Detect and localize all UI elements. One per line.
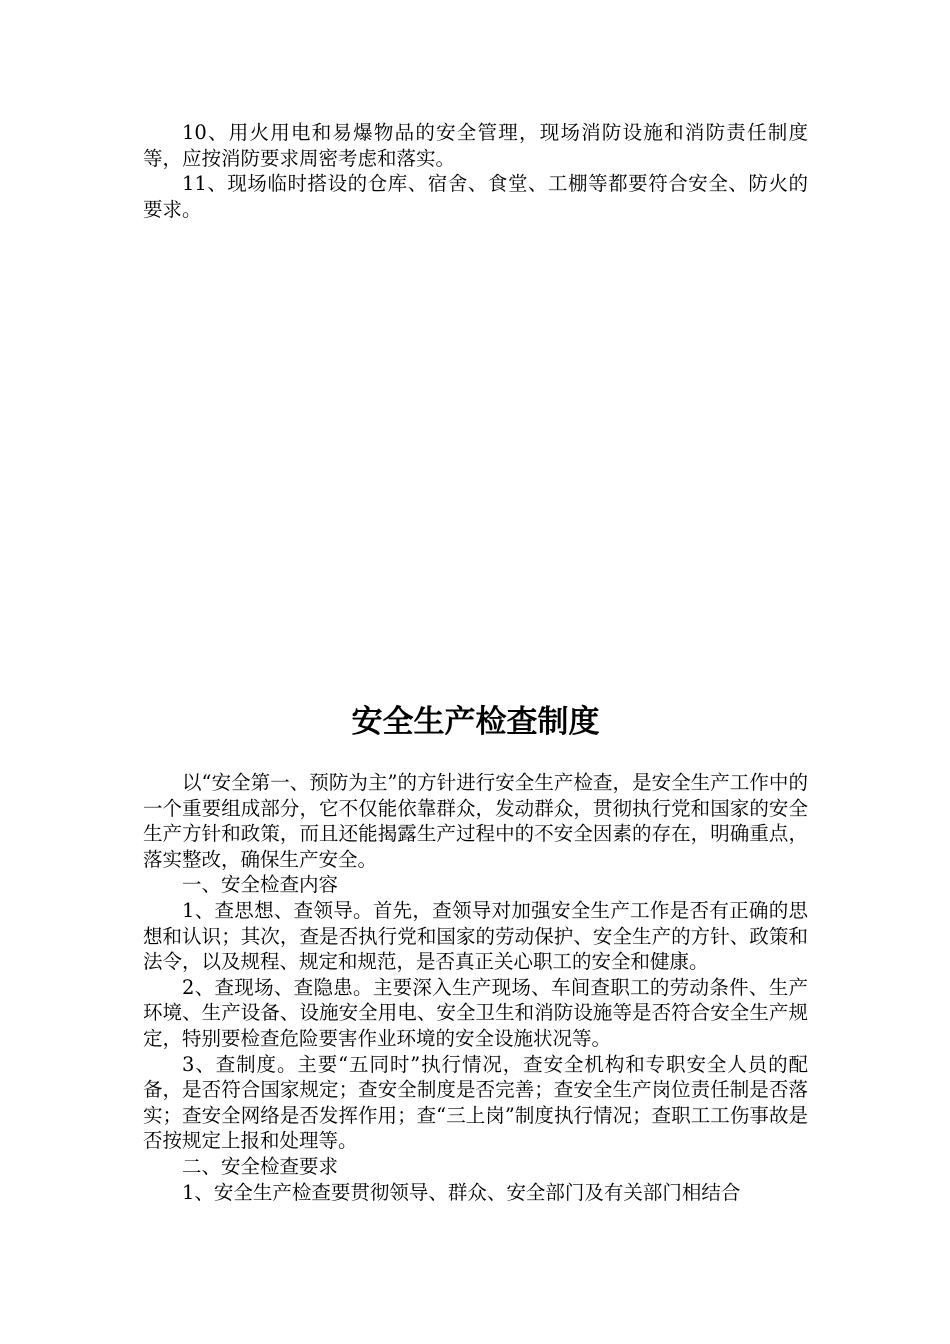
section-heading-inspection-content: 一、安全检查内容 <box>182 873 339 897</box>
paragraph-requirement-1: 1、安全生产检查要贯彻领导、群众、安全部门及有关部门相结合 <box>182 1180 741 1204</box>
inspection-policy-body <box>143 770 808 1205</box>
paragraph-check-site-hazards: 2、查现场、查隐患。主要深入生产现场、车间查职工的劳动条件、生产环境、生产设备、设施安全用电、安全卫生和消防设施等是否符合安全生产规定，特别要检查危险要害作业环境的安全设施状况等。 <box>143 975 808 1050</box>
intro-paragraph: 以“安全第一、预防为主”的方针进行安全生产检查，是安全生产工作中的一个重要组成部分，它不仅能依靠群众，发动群众，贯彻执行党和国家的安全生产方针和政策，而且还能揭露生产过程中的不安全因素的存在，明确重点，落实整改，确保生产安全。 <box>143 771 808 871</box>
section-heading-inspection-requirements: 二、安全检查要求 <box>182 1154 339 1178</box>
fire-safety-continuation <box>143 120 808 222</box>
paragraph-item-11: 11、现场临时搭设的仓库、宿舍、食堂、工棚等都要符合安全、防火的要求。 <box>143 172 808 221</box>
paragraph-check-systems: 3、查制度。主要“五同时”执行情况，查安全机构和专职安全人员的配备，是否符合国家规定；查安全制度是否完善；查安全生产岗位责任制是否落实；查安全网络是否发挥作用；查“三上岗”制度执行情况；查职工工伤事故是否按规定上报和处理等。 <box>143 1052 808 1153</box>
document-title: 安全生产检查制度 <box>351 704 600 740</box>
paragraph-check-thinking-leadership: 1、查思想、查领导。首先，查领导对加强安全生产工作是否有正确的思想和认识；其次，查是否执行党和国家的劳动保护、安全生产的方针、政策和法令，以及规程、规定和规范，是否真正关心职工的安全和健康。 <box>143 898 808 974</box>
paragraph-item-10: 10、用火用电和易爆物品的安全管理，现场消防设施和消防责任制度等，应按消防要求周密考虑和落实。 <box>143 121 808 170</box>
